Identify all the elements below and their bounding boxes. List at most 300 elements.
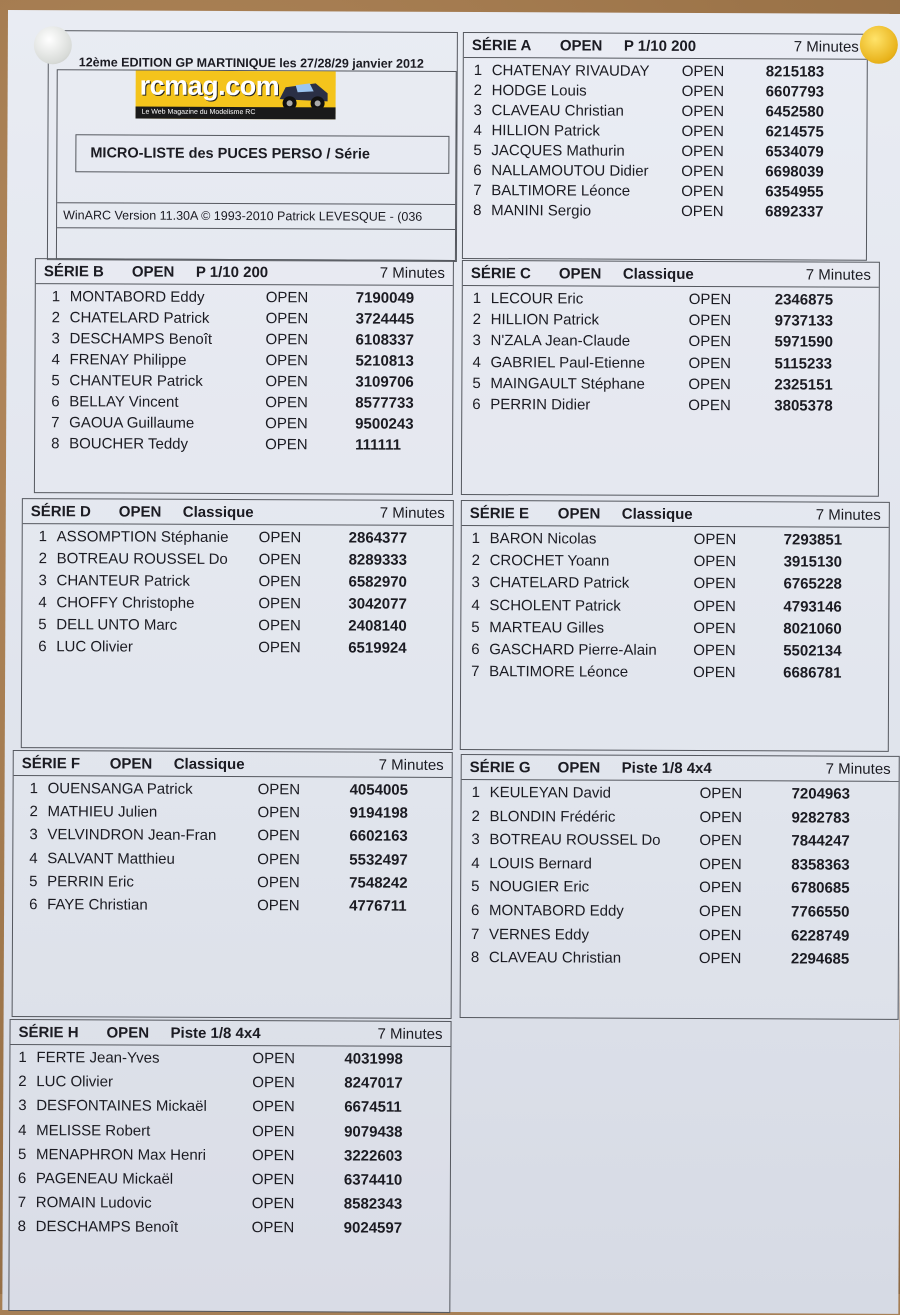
row-number: 8 bbox=[473, 202, 482, 220]
driver-name: FRENAY Philippe bbox=[69, 351, 187, 369]
series-cls: P 1/10 200 bbox=[623, 37, 697, 56]
driver-name: HILLION Patrick bbox=[490, 311, 600, 329]
row-number: 8 bbox=[470, 949, 480, 967]
table-row bbox=[10, 1095, 450, 1121]
row-number: 2 bbox=[18, 1073, 27, 1091]
rcmag-logo bbox=[136, 71, 336, 120]
table-row bbox=[22, 570, 452, 594]
driver-name: DESCHAMPS Benoît bbox=[69, 330, 213, 348]
driver-name: BOUCHER Teddy bbox=[69, 435, 189, 453]
driver-name: BARON Nicolas bbox=[489, 530, 597, 548]
driver-category: OPEN bbox=[258, 551, 302, 569]
series-rows bbox=[13, 776, 452, 919]
transponder-code: 6686781 bbox=[783, 664, 842, 682]
driver-name: JACQUES Mathurin bbox=[491, 142, 625, 160]
table-row bbox=[461, 595, 888, 619]
transponder-code: 9194198 bbox=[349, 804, 408, 822]
table-row bbox=[35, 370, 452, 393]
table-row bbox=[10, 1168, 450, 1194]
series-cat: OPEN bbox=[557, 759, 601, 777]
white-pushpin-icon bbox=[34, 26, 72, 64]
driver-category: OPEN bbox=[681, 102, 725, 121]
driver-name: MARTEAU Gilles bbox=[489, 618, 605, 637]
transponder-code: 2346875 bbox=[774, 291, 834, 309]
series-cat: OPEN bbox=[131, 263, 175, 281]
row-number: 3 bbox=[51, 330, 60, 348]
driver-category: OPEN bbox=[257, 804, 301, 822]
driver-category: OPEN bbox=[251, 1195, 295, 1213]
series-cls: Piste 1/8 4x4 bbox=[621, 759, 712, 778]
row-number: 8 bbox=[51, 435, 60, 453]
series-name: SÉRIE H bbox=[18, 1024, 79, 1042]
driver-name: VERNES Eddy bbox=[488, 925, 590, 944]
transponder-code: 6892337 bbox=[765, 203, 824, 221]
row-number: 1 bbox=[472, 290, 482, 308]
row-number: 3 bbox=[473, 102, 482, 120]
transponder-code: 9737133 bbox=[774, 312, 834, 330]
driver-name: VELVINDRON Jean-Fran bbox=[47, 826, 217, 845]
driver-name: BOTREAU ROUSSEL Do bbox=[489, 831, 661, 850]
row-number: 1 bbox=[38, 528, 48, 546]
table-row bbox=[462, 528, 889, 552]
table-row bbox=[13, 894, 451, 919]
driver-category: OPEN bbox=[258, 595, 301, 613]
driver-name: HILLION Patrick bbox=[491, 122, 600, 140]
table-row bbox=[461, 617, 888, 641]
transponder-code: 6582970 bbox=[348, 573, 407, 591]
series-cls: Classique bbox=[621, 505, 693, 523]
transponder-code: 8289333 bbox=[348, 551, 408, 569]
driver-name: LECOUR Eric bbox=[490, 290, 584, 308]
table-row bbox=[463, 288, 879, 311]
row-number: 4 bbox=[29, 849, 38, 867]
transponder-code: 2325151 bbox=[774, 376, 833, 394]
row-number: 1 bbox=[473, 62, 483, 80]
series-box-f bbox=[12, 750, 453, 1019]
table-row bbox=[461, 924, 898, 950]
row-number: 5 bbox=[473, 142, 482, 160]
table-row bbox=[463, 330, 879, 353]
driver-name: PERRIN Didier bbox=[490, 396, 591, 414]
driver-category: OPEN bbox=[265, 436, 308, 454]
transponder-code: 6228749 bbox=[790, 926, 850, 945]
table-row bbox=[23, 548, 453, 572]
transponder-code: 7190049 bbox=[355, 289, 415, 307]
driver-name: BALTIMORE Léonce bbox=[489, 663, 629, 681]
driver-name: CROCHET Yoann bbox=[489, 552, 610, 570]
row-number: 6 bbox=[17, 1169, 27, 1188]
table-row bbox=[461, 876, 898, 902]
driver-category: OPEN bbox=[698, 926, 742, 944]
list-title: MICRO-LISTE des PUCES PERSO / Série bbox=[75, 134, 449, 174]
transponder-code: 2864377 bbox=[348, 529, 408, 547]
series-rows bbox=[462, 286, 879, 417]
row-number: 7 bbox=[473, 182, 482, 200]
header-box bbox=[47, 30, 458, 262]
driver-category: OPEN bbox=[693, 575, 737, 593]
transponder-code: 8358363 bbox=[791, 856, 850, 874]
driver-name: BALTIMORE Léonce bbox=[491, 182, 631, 200]
row-number: 3 bbox=[471, 574, 480, 592]
driver-category: OPEN bbox=[693, 530, 737, 549]
transponder-code: 111111 bbox=[355, 436, 402, 454]
table-row bbox=[22, 592, 452, 616]
driver-name: CHATENAY RIVAUDAY bbox=[491, 62, 650, 80]
transponder-code: 9079438 bbox=[344, 1123, 403, 1141]
driver-name: MATHIEU Julien bbox=[47, 803, 158, 821]
series-header bbox=[36, 259, 453, 286]
transponder-code: 7293851 bbox=[783, 531, 843, 549]
row-number: 3 bbox=[29, 826, 38, 844]
driver-name: BLONDIN Frédéric bbox=[489, 807, 616, 826]
table-row bbox=[463, 160, 866, 182]
driver-category: OPEN bbox=[681, 162, 724, 181]
driver-category: OPEN bbox=[693, 641, 736, 660]
row-number: 6 bbox=[473, 162, 482, 180]
row-number: 6 bbox=[29, 896, 38, 914]
driver-category: OPEN bbox=[693, 597, 736, 615]
driver-name: PAGENEAU Mickaël bbox=[35, 1170, 174, 1188]
driver-category: OPEN bbox=[251, 1219, 295, 1237]
driver-category: OPEN bbox=[252, 1050, 295, 1068]
table-row bbox=[13, 824, 451, 849]
row-number: 5 bbox=[471, 618, 480, 636]
transponder-code: 6214575 bbox=[765, 123, 824, 141]
logo-tagline: Le Web Magazine du Modelisme RC bbox=[136, 107, 336, 120]
driver-category: OPEN bbox=[699, 785, 743, 803]
table-row bbox=[10, 1047, 450, 1073]
row-number: 5 bbox=[51, 372, 60, 390]
driver-name: SCHOLENT Patrick bbox=[489, 596, 621, 615]
driver-category: OPEN bbox=[693, 664, 736, 682]
series-duration: 7 Minutes bbox=[379, 504, 445, 522]
table-row bbox=[461, 806, 898, 832]
series-rows bbox=[463, 58, 867, 222]
driver-category: OPEN bbox=[265, 310, 309, 328]
series-box-c bbox=[461, 260, 880, 497]
row-number: 1 bbox=[29, 780, 38, 798]
row-number: 4 bbox=[38, 594, 47, 612]
table-row bbox=[464, 100, 867, 122]
driver-category: OPEN bbox=[681, 122, 725, 141]
driver-name: MELISSE Robert bbox=[36, 1121, 151, 1140]
driver-category: OPEN bbox=[681, 82, 725, 101]
row-number: 1 bbox=[471, 530, 481, 548]
row-number: 5 bbox=[29, 872, 38, 890]
series-name: SÉRIE B bbox=[43, 263, 104, 281]
series-duration: 7 Minutes bbox=[815, 506, 881, 524]
series-duration: 7 Minutes bbox=[825, 760, 891, 778]
driver-category: OPEN bbox=[681, 202, 724, 221]
transponder-code: 8021060 bbox=[783, 620, 842, 638]
transponder-code: 6108337 bbox=[355, 331, 415, 349]
table-row bbox=[36, 307, 453, 330]
driver-name: CHOFFY Christophe bbox=[56, 594, 195, 612]
row-number: 3 bbox=[472, 332, 481, 350]
series-box-e bbox=[460, 500, 890, 752]
series-name: SÉRIE E bbox=[469, 505, 530, 523]
series-duration: 7 Minutes bbox=[377, 1025, 443, 1043]
series-cat: OPEN bbox=[558, 265, 602, 283]
driver-category: OPEN bbox=[252, 1074, 295, 1092]
driver-category: OPEN bbox=[258, 573, 302, 591]
driver-name: DELL UNTO Marc bbox=[56, 616, 178, 634]
table-row bbox=[22, 636, 452, 660]
driver-name: MENAPHRON Max Henri bbox=[35, 1145, 207, 1164]
driver-category: OPEN bbox=[699, 879, 742, 897]
transponder-code: 3915130 bbox=[783, 553, 843, 571]
table-row bbox=[462, 352, 878, 375]
transponder-code: 4054005 bbox=[349, 781, 409, 799]
series-header bbox=[14, 751, 452, 778]
series-box-g bbox=[460, 754, 900, 1020]
transponder-code: 8577733 bbox=[355, 394, 414, 412]
series-box-d bbox=[21, 498, 454, 750]
driver-category: OPEN bbox=[699, 832, 742, 850]
transponder-code: 6519924 bbox=[348, 639, 407, 657]
table-row bbox=[463, 200, 866, 222]
driver-category: OPEN bbox=[257, 781, 301, 799]
row-number: 6 bbox=[472, 395, 481, 414]
driver-category: OPEN bbox=[688, 312, 732, 330]
table-row bbox=[10, 1071, 450, 1097]
transponder-code: 4031998 bbox=[344, 1050, 403, 1068]
series-header bbox=[462, 755, 899, 782]
row-number: 1 bbox=[18, 1049, 27, 1067]
transponder-code: 6780685 bbox=[791, 879, 850, 898]
table-row bbox=[36, 328, 453, 351]
row-number: 3 bbox=[18, 1097, 27, 1115]
driver-name: MONTABORD Eddy bbox=[489, 902, 624, 920]
series-rows bbox=[10, 1045, 451, 1242]
row-number: 4 bbox=[471, 596, 480, 614]
series-rows bbox=[461, 526, 889, 685]
driver-category: OPEN bbox=[698, 950, 742, 968]
driver-category: OPEN bbox=[699, 902, 742, 921]
transponder-code: 4776711 bbox=[349, 897, 407, 915]
table-row bbox=[462, 550, 889, 574]
table-row bbox=[461, 900, 898, 926]
driver-category: OPEN bbox=[265, 415, 308, 433]
driver-name: ROMAIN Ludovic bbox=[35, 1194, 152, 1212]
row-number: 4 bbox=[51, 351, 60, 369]
series-header bbox=[464, 33, 867, 60]
driver-name: LUC Olivier bbox=[56, 638, 133, 656]
row-number: 4 bbox=[472, 353, 481, 371]
row-number: 3 bbox=[38, 572, 47, 590]
yellow-pushpin-icon bbox=[860, 26, 898, 64]
row-number: 2 bbox=[473, 82, 483, 100]
row-number: 6 bbox=[38, 638, 47, 656]
edition-title: 12ème EDITION GP MARTINIQUE les 27/28/29 janvier 2012 bbox=[78, 55, 424, 71]
transponder-code: 4793146 bbox=[783, 597, 842, 616]
table-row bbox=[13, 848, 451, 873]
table-row bbox=[463, 140, 866, 162]
series-rows bbox=[461, 780, 899, 973]
driver-name: N'ZALA Jean-Claude bbox=[490, 332, 631, 351]
row-number: 2 bbox=[29, 803, 38, 821]
driver-category: OPEN bbox=[688, 290, 732, 309]
table-row bbox=[463, 309, 879, 332]
row-number: 2 bbox=[471, 552, 480, 570]
driver-name: PERRIN Eric bbox=[47, 872, 134, 891]
table-row bbox=[13, 871, 451, 896]
driver-category: OPEN bbox=[699, 808, 743, 826]
driver-name: NALLAMOUTOU Didier bbox=[491, 162, 649, 180]
row-number: 7 bbox=[51, 414, 60, 432]
series-duration: 7 Minutes bbox=[793, 38, 859, 56]
row-number: 4 bbox=[471, 854, 480, 872]
driver-category: OPEN bbox=[265, 394, 308, 412]
driver-category: OPEN bbox=[257, 827, 300, 845]
row-number: 5 bbox=[471, 878, 480, 896]
series-duration: 7 Minutes bbox=[379, 264, 445, 282]
transponder-code: 8582343 bbox=[343, 1195, 403, 1213]
table-row bbox=[463, 120, 866, 142]
transponder-code: 2408140 bbox=[348, 617, 407, 635]
transponder-code: 8247017 bbox=[344, 1074, 403, 1092]
transponder-code: 6602163 bbox=[349, 827, 408, 846]
row-number: 6 bbox=[471, 901, 480, 920]
transponder-code: 5115233 bbox=[774, 354, 833, 373]
series-header bbox=[463, 261, 879, 288]
driver-name: GASCHARD Pierre-Alain bbox=[489, 641, 657, 659]
transponder-code: 9500243 bbox=[355, 415, 414, 433]
series-cat: OPEN bbox=[557, 505, 601, 523]
driver-category: OPEN bbox=[252, 1098, 295, 1116]
driver-name: FERTE Jean-Yves bbox=[36, 1049, 160, 1067]
driver-name: CHANTEUR Patrick bbox=[69, 372, 203, 390]
row-number: 3 bbox=[471, 831, 480, 849]
table-row bbox=[10, 1192, 450, 1218]
series-cls: Piste 1/8 4x4 bbox=[170, 1024, 261, 1043]
series-duration: 7 Minutes bbox=[805, 266, 871, 284]
table-row bbox=[462, 394, 878, 417]
driver-category: OPEN bbox=[688, 396, 731, 415]
driver-name: FAYE Christian bbox=[47, 896, 148, 914]
driver-category: OPEN bbox=[258, 639, 301, 657]
driver-name: CHATELARD Patrick bbox=[69, 309, 210, 327]
table-row bbox=[35, 412, 452, 435]
table-row bbox=[36, 286, 453, 309]
row-number: 4 bbox=[18, 1121, 27, 1139]
transponder-code: 3222603 bbox=[343, 1147, 403, 1165]
series-box-h bbox=[8, 1019, 451, 1313]
driver-name: MAINGAULT Stéphane bbox=[490, 374, 645, 393]
transponder-code: 9024597 bbox=[343, 1219, 403, 1238]
table-row bbox=[464, 60, 867, 82]
driver-name: NOUGIER Eric bbox=[489, 878, 590, 896]
driver-category: OPEN bbox=[251, 1171, 295, 1189]
series-box-a bbox=[462, 32, 868, 261]
driver-name: CLAVEAU Christian bbox=[491, 102, 624, 120]
transponder-code: 9282783 bbox=[791, 809, 850, 827]
transponder-code: 8215183 bbox=[765, 63, 825, 81]
driver-name: SALVANT Matthieu bbox=[47, 849, 175, 868]
driver-name: LUC Olivier bbox=[36, 1073, 114, 1091]
driver-name: DESFONTAINES Mickaël bbox=[36, 1097, 207, 1116]
driver-category: OPEN bbox=[699, 855, 742, 873]
table-row bbox=[35, 433, 452, 456]
row-number: 2 bbox=[51, 309, 61, 327]
table-row bbox=[35, 349, 452, 372]
driver-category: OPEN bbox=[265, 289, 309, 307]
driver-name: GAOUA Guillaume bbox=[69, 414, 195, 432]
driver-category: OPEN bbox=[257, 873, 300, 892]
series-name: SÉRIE D bbox=[30, 503, 91, 521]
transponder-code: 3042077 bbox=[348, 595, 407, 613]
driver-name: MANINI Sergio bbox=[491, 202, 592, 220]
transponder-code: 3724445 bbox=[355, 310, 415, 328]
transponder-code: 5532497 bbox=[349, 851, 408, 869]
row-number: 6 bbox=[51, 393, 60, 411]
logo-text: rcmag.com bbox=[139, 70, 280, 102]
driver-category: OPEN bbox=[693, 619, 736, 637]
series-cat: OPEN bbox=[109, 755, 153, 773]
driver-category: OPEN bbox=[681, 182, 724, 201]
row-number: 2 bbox=[38, 550, 47, 568]
table-row bbox=[10, 1144, 450, 1170]
driver-name: DESCHAMPS Benoît bbox=[35, 1218, 179, 1237]
series-cls: Classique bbox=[622, 265, 694, 283]
driver-name: MONTABORD Eddy bbox=[69, 288, 205, 306]
transponder-code: 6374410 bbox=[343, 1171, 403, 1189]
table-row bbox=[461, 947, 898, 973]
series-cat: OPEN bbox=[559, 37, 603, 55]
row-number: 4 bbox=[473, 122, 482, 140]
table-row bbox=[10, 1120, 450, 1146]
series-cls: Classique bbox=[182, 503, 254, 522]
row-number: 1 bbox=[471, 784, 480, 802]
transponder-code: 5210813 bbox=[355, 352, 414, 370]
transponder-code: 6674511 bbox=[344, 1098, 402, 1117]
table-row bbox=[461, 853, 898, 879]
driver-name: OUENSANGA Patrick bbox=[47, 780, 193, 798]
transponder-code: 6607793 bbox=[765, 83, 825, 101]
transponder-code: 6765228 bbox=[783, 575, 842, 594]
driver-name: BOTREAU ROUSSEL Do bbox=[56, 550, 228, 568]
driver-name: HODGE Louis bbox=[491, 82, 587, 100]
driver-name: CHATELARD Patrick bbox=[489, 574, 630, 593]
table-row bbox=[464, 80, 867, 102]
row-number: 2 bbox=[471, 807, 480, 825]
driver-category: OPEN bbox=[693, 553, 737, 571]
table-row bbox=[14, 778, 452, 803]
transponder-code: 7204963 bbox=[791, 785, 851, 803]
series-cls: Classique bbox=[173, 755, 245, 774]
table-row bbox=[10, 1216, 450, 1242]
series-duration: 7 Minutes bbox=[378, 756, 444, 774]
transponder-code: 7766550 bbox=[791, 903, 850, 921]
row-number: 5 bbox=[17, 1145, 27, 1163]
table-row bbox=[13, 801, 451, 826]
series-cat: OPEN bbox=[118, 503, 162, 521]
series-header bbox=[10, 1020, 450, 1047]
transponder-code: 6698039 bbox=[765, 163, 824, 181]
series-header bbox=[23, 499, 453, 526]
table-row bbox=[462, 782, 899, 808]
driver-category: OPEN bbox=[265, 352, 309, 370]
driver-category: OPEN bbox=[681, 142, 724, 161]
transponder-code: 6534079 bbox=[765, 143, 824, 161]
driver-category: OPEN bbox=[257, 897, 300, 915]
series-name: SÉRIE F bbox=[21, 755, 81, 773]
driver-name: KEULEYAN David bbox=[489, 784, 612, 802]
paper-sheet bbox=[2, 10, 900, 1314]
row-number: 2 bbox=[472, 311, 482, 329]
transponder-code: 6452580 bbox=[765, 103, 825, 121]
series-name: SÉRIE G bbox=[469, 759, 531, 777]
